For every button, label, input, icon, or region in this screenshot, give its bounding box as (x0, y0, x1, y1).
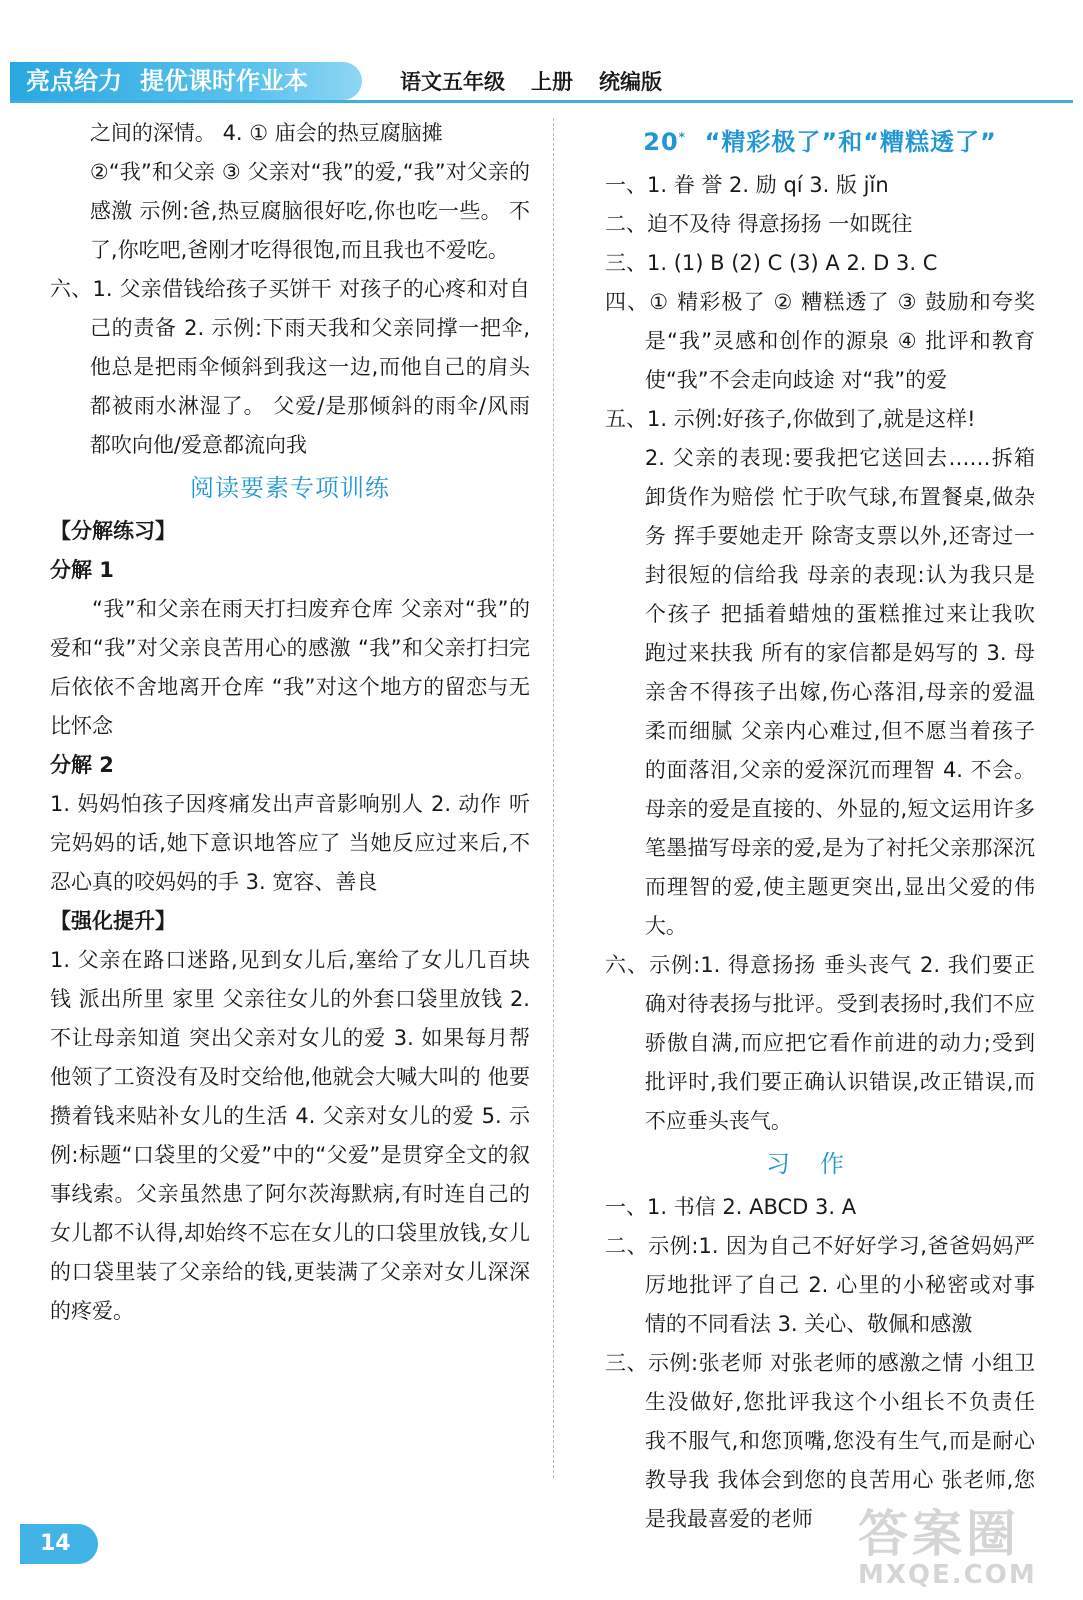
fenjie1-text: “我”和父亲在雨天打扫废弃仓库 父亲对“我”的爱和“我”对父亲良苦用心的感激 “我”和父亲打扫完后依依不舍地离开仓库 “我”对这个地方的留恋与无比怀念 (50, 597, 530, 738)
answer-6: 六、示例:1. 得意扬扬 垂头丧气 2. 我们要正确对待表扬与批评。受到表扬时,我们不应骄傲自满,而应把它看作前进的动力;受到批评时,我们要正确认识错误,改正错误,而不应垂头丧气。 (605, 953, 1035, 1133)
book-info (400, 66, 662, 96)
answer-3: 三、1. (1) B (2) C (3) A 2. D 3. C (605, 251, 938, 275)
column-divider (553, 118, 554, 1478)
watermark-url: MXQE.COM (858, 1560, 1037, 1590)
qianghua-text: 1. 父亲在路口迷路,见到女儿后,塞给了女儿几百块钱 派出所里 家里 父亲往女儿的外套口袋里放钱 2. 不让母亲知道 突出父亲对女儿的爱 3. 如果每月帮他领了工资没有及时交给他,他就会大喊大叫的 他要攒着钱来贴补女儿的生活 4. 父亲对女儿的爱 5. 示例:标题“口袋里的父爱”中的“父爱”是贯穿全文的叙事线索。父亲虽然患了阿尔茨海默病,有时连自己的女儿都不认得,却始终不忘在女儿的口袋里放钱,女儿的口袋里装了父亲给的钱,更装满了父亲对女儿深深的疼爱。 (50, 948, 530, 1323)
brand-label: 亮点给力 (26, 67, 122, 95)
answer-5a: 五、1. 示例:好孩子,你做到了,就是这样! (605, 407, 976, 431)
lesson-number: 20 (643, 128, 679, 156)
qianghua-label: 【强化提升】 (50, 909, 176, 933)
answer-5b: 2. 父亲的表现:要我把它送回去……拆箱卸货作为赔偿 忙于吹气球,布置餐桌,做杂务 挥手要她走开 除寄支票以外,还寄过一封很短的信给我 母亲的表现:认为我只是个孩子 把插着蜡烛的蛋糕推过来让我吹 跑过来扶我 所有的家信都是妈写的 3. 母亲舍不得孩子出嫁,伤心落泪,母亲的爱温柔而细腻 父亲内心难过,但不愿当着孩子的面落泪,父亲的爱深沉而理智 4. 不会。母亲的爱是直接的、外显的,短文运用许多笔墨描写母亲的爱,是为了衬托父亲那深沉而理智的爱,使主题更突出,显出父爱的伟大。 (644, 446, 1035, 938)
watermark-text: 答案圈 (858, 1505, 1020, 1563)
left-column (50, 114, 530, 1331)
page-number: 14 (20, 1524, 98, 1564)
answer-cont-2: ②“我”和父亲 ③ 父亲对“我”的爱,“我”对父亲的感激 示例:爸,热豆腐脑很好吃,你也吃一些。 不了,你吃吧,爸刚才吃得很饱,而且我也不爱吃。 (89, 160, 530, 262)
answer-6: 六、1. 父亲借钱给孩子买饼干 对孩子的心疼和对自己的责备 2. 示例:下雨天我和父亲同撑一把伞,他总是把雨伞倾斜到我这一边,而他自己的肩头都被雨水淋湿了。 父爱/是那倾斜的雨伞/风雨都吹向他/爱意都流向我 (50, 277, 530, 457)
answer-1: 一、1. 眷 誉 2. 励 qí 3. 版 jǐn (605, 173, 889, 197)
xizuo-3: 三、示例:张老师 对张老师的感激之情 小组卫生没做好,您批评我这个小组长不负责任 我不服气,和您顶嘴,您没有生气,而是耐心教导我 我体会到您的良苦用心 张老师,您是我最喜爱的老师 (605, 1351, 1035, 1531)
fenjie1-label: 分解 1 (50, 558, 114, 582)
series-label: 提优课时作业本 (140, 67, 308, 95)
lesson-name: “精彩极了”和“糟糕透了” (704, 128, 997, 156)
lesson-mark: * (678, 130, 686, 144)
edition-label: 统编版 (599, 70, 662, 94)
page-header (0, 0, 1083, 96)
fenjie2-text: 1. 妈妈怕孩子因疼痛发出声音影响别人 2. 动作 听完妈妈的话,她下意识地答应了 当她反应过来后,不忍心真的咬妈妈的手 3. 宽容、善良 (50, 792, 530, 894)
xizuo-title: 习作 (766, 1150, 874, 1178)
answer-cont: 之间的深情。 4. ① 庙会的热豆腐脑摊 (89, 121, 443, 145)
fenjie2-label: 分解 2 (50, 753, 114, 777)
right-column (605, 114, 1035, 1539)
subject-label: 语文五年级 (400, 70, 505, 94)
section-title: 阅读要素专项训练 (190, 474, 390, 502)
series-banner (10, 62, 362, 100)
lesson-title (605, 118, 1035, 162)
answer-4: 四、① 精彩极了 ② 糟糕透了 ③ 鼓励和夸奖是“我”灵感和创作的源泉 ④ 批评和教育使“我”不会走向歧途 对“我”的爱 (605, 290, 1035, 392)
fenjie-label: 【分解练习】 (50, 519, 176, 543)
xizuo-1: 一、1. 书信 2. ABCD 3. A (605, 1195, 857, 1219)
watermark (858, 1494, 1058, 1594)
header-rule (10, 100, 1073, 103)
xizuo-2: 二、示例:1. 因为自己不好好学习,爸爸妈妈严厉地批评了自己 2. 心里的小秘密或对事情的不同看法 3. 关心、敬佩和感激 (605, 1234, 1035, 1336)
answer-2: 二、迫不及待 得意扬扬 一如既往 (605, 212, 913, 236)
volume-label: 上册 (531, 70, 573, 94)
